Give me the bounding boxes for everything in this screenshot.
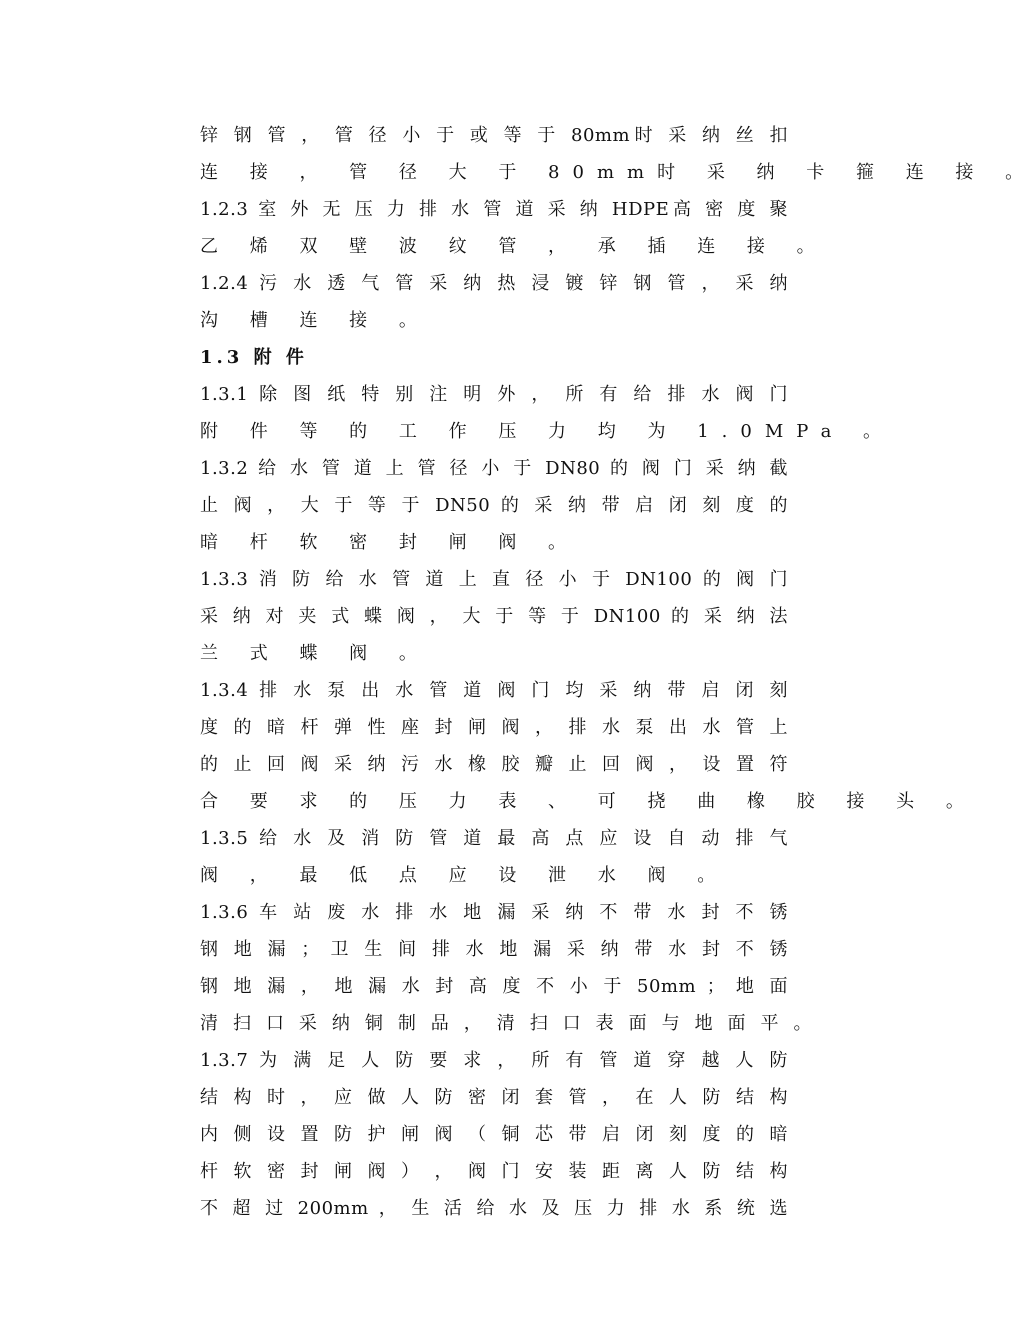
document-body <box>200 117 1036 1227</box>
text-line: 兰 式 蝶 阀 。 <box>200 643 430 664</box>
text-line: 度 的 暗 杆 弹 性 座 封 闸 阀 ， 排 水 泵 出 水 管 上 <box>200 717 788 738</box>
text-line: 钢 地 漏 ， 地 漏 水 封 高 度 不 小 于 50mm ； 地 面 <box>200 976 788 997</box>
text-line: 连 接 ， 管 径 大 于 80mm时 采 纳 卡 箍 连 接 。 <box>200 162 1036 183</box>
text-line: 1.3.2 给 水 管 道 上 管 径 小 于 DN80 的 阀 门 采 纳 截 <box>200 458 788 479</box>
text-line: 1.2.3 室 外 无 压 力 排 水 管 道 采 纳 HDPE高 密 度 聚 <box>200 199 788 220</box>
text-line: 1.3.6 车 站 废 水 排 水 地 漏 采 纳 不 带 水 封 不 锈 <box>200 902 788 923</box>
text-line: 锌 钢 管 ， 管 径 小 于 或 等 于 80mm时 采 纳 丝 扣 <box>200 125 788 146</box>
text-line: 1.3.3 消 防 给 水 管 道 上 直 径 小 于 DN100 的 阀 门 <box>200 569 788 590</box>
text-line: 1.3.1 除 图 纸 特 别 注 明 外 ， 所 有 给 排 水 阀 门 <box>200 384 788 405</box>
text-line: 1.3.7 为 满 足 人 防 要 求 ， 所 有 管 道 穿 越 人 防 <box>200 1050 788 1071</box>
text-line: 暗 杆 软 密 封 闸 阀 。 <box>200 532 580 553</box>
text-line: 阀 ， 最 低 点 应 设 泄 水 阀 。 <box>200 865 729 886</box>
text-line: 结 构 时 ， 应 做 人 防 密 闭 套 管 ， 在 人 防 结 构 <box>200 1087 788 1108</box>
text-line: 杆 软 密 封 闸 阀 ） ， 阀 门 安 装 距 离 人 防 结 构 <box>200 1161 788 1182</box>
text-line: 沟 槽 连 接 。 <box>200 310 430 331</box>
text-line: 内 侧 设 置 防 护 闸 阀 （ 铜 芯 带 启 闭 刻 度 的 暗 <box>200 1124 788 1145</box>
section-heading: 1.3 附 件 <box>200 347 308 368</box>
text-line: 采 纳 对 夹 式 蝶 阀 ， 大 于 等 于 DN100 的 采 纳 法 <box>200 606 788 627</box>
text-line: 钢 地 漏 ； 卫 生 间 排 水 地 漏 采 纳 带 水 封 不 锈 <box>200 939 788 960</box>
text-line: 附 件 等 的 工 作 压 力 均 为 1.0MPa 。 <box>200 421 895 442</box>
text-line: 清 扫 口 采 纳 铜 制 品 ， 清 扫 口 表 面 与 地 面 平 。 <box>200 1013 812 1034</box>
text-line: 不 超 过 200mm ， 生 活 给 水 及 压 力 排 水 系 统 选 <box>200 1198 788 1219</box>
text-line: 1.3.4 排 水 泵 出 水 管 道 阀 门 均 采 纳 带 启 闭 刻 <box>200 680 788 701</box>
text-line: 止 阀 ， 大 于 等 于 DN50 的 采 纳 带 启 闭 刻 度 的 <box>200 495 788 516</box>
text-line: 1.2.4 污 水 透 气 管 采 纳 热 浸 镀 锌 钢 管 ， 采 纳 <box>200 273 788 294</box>
text-line: 合 要 求 的 压 力 表 、 可 挠 曲 橡 胶 接 头 。 <box>200 791 977 812</box>
text-line: 乙 烯 双 壁 波 纹 管 ， 承 插 连 接 。 <box>200 236 828 257</box>
text-line: 1.3.5 给 水 及 消 防 管 道 最 高 点 应 设 自 动 排 气 <box>200 828 788 849</box>
text-line: 的 止 回 阀 采 纳 污 水 橡 胶 瓣 止 回 阀 ， 设 置 符 <box>200 754 788 775</box>
